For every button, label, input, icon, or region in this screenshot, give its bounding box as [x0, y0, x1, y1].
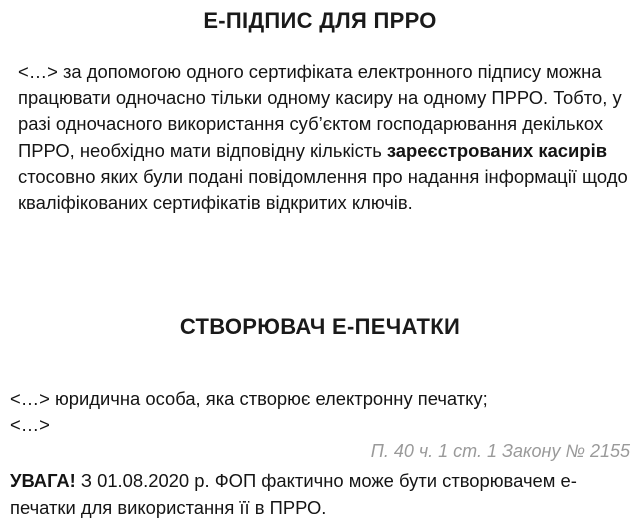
bold-registered-cashiers: зареєстрованих касирів — [386, 139, 607, 161]
ellipsis-line: <…> — [10, 414, 50, 435]
law-citation: П. 40 ч. 1 ст. 1 Закону № 2155 — [370, 441, 630, 461]
section-title-e-seal-creator: СТВОРЮВАЧ Е-ПЕЧАТКИ — [179, 314, 461, 339]
paragraph-text-start: <…> за допомогою одного сертифіката електронного підпису можна працювати одночасно тільки одному касиру на одному ПРРО. Тобто, у разі одночасного використання суб’єктом господарювання декількох ПРРО, необхідно мати відповідну кількість — [18, 61, 622, 161]
warning-text: З 01.08.2020 р. ФОП фактично може бути створювачем е-печатки для використання її в ПРРО. — [10, 470, 577, 518]
paragraph-text-end: стосовно яких були подані повідомлення про надання інформації щодо кваліфікованих сертифікатів відкритих ключів. — [18, 165, 628, 214]
warning-paragraph — [10, 468, 620, 521]
e-signature-paragraph — [18, 59, 636, 216]
definition-line: <…> юридична особа, яка створює електронну печатку; — [10, 388, 488, 409]
section-title-e-signature: Е-ПІДПИС ДЛЯ ПРРО — [203, 8, 437, 33]
warning-label: УВАГА! — [10, 470, 76, 491]
